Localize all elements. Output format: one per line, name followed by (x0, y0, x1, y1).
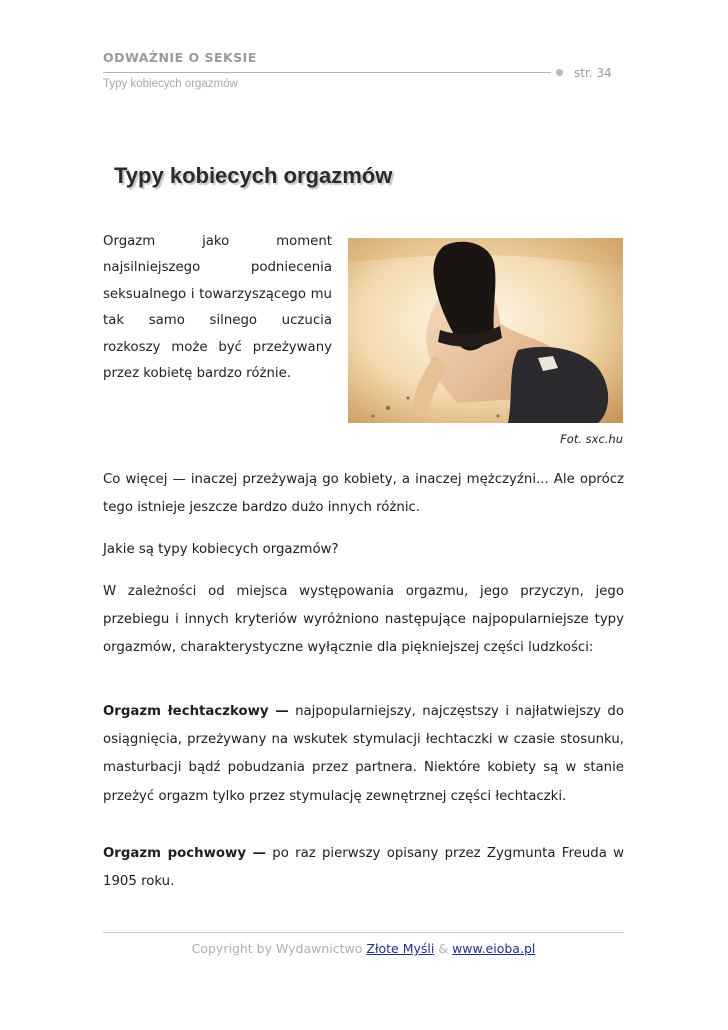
page-number: str. 34 (574, 66, 612, 80)
header-rule (103, 72, 551, 73)
bullet-icon (556, 69, 563, 76)
orgasm-type-name: Orgazm łechtaczkowy — (103, 704, 289, 719)
orgasm-type-name: Orgazm pochwowy — (103, 846, 266, 861)
orgasm-type-text: najpopularniejszy, najczęstszy i najłatwiejszy do osiągnięcia, przeżywany na wskutek stymulacji łechtaczki w czasie stosunku, masturbacji bądź pobudzania przez partnera. Niektóre kobiety są w stanie przeżyć orgazm tylko przez stymulację zewnętrznej części łechtaczki. (103, 704, 625, 804)
paragraph-differences: Co więcej — inaczej przeżywają go kobiety, a inaczej mężczyźni... Ale oprócz tego istnieje jeszcze bardzo dużo innych różnic. (103, 472, 624, 516)
ampersand: & (438, 941, 449, 956)
footer-rule (103, 932, 624, 933)
paragraph-criteria: W zależności od miejsca występowania orgazmu, jego przyczyn, jego przebiegu i innych kryteriów wyróżniono następujące najpopularniejsze typy orgazmów, charakterystyczne wyłącznie dla piękniejszej części ludzkości: (103, 584, 624, 656)
footer (103, 941, 624, 956)
paragraph-question: Jakie są typy kobiecych orgazmów? (103, 542, 339, 557)
orgasm-type-vaginal (103, 840, 624, 896)
orgasm-type-text: po raz pierwszy opisany przez Zygmunta Freuda w 1905 roku. (103, 846, 624, 890)
photo-caption: Fot. sxc.hu (560, 432, 623, 446)
article-title: Typy kobiecych orgazmów (114, 163, 393, 188)
copyright-text: Copyright by Wydawnictwo (191, 941, 363, 956)
intro-paragraph: Orgazm jako moment najsilniejszego podniecenia seksualnego i towarzyszącego mu tak samo silnego uczucia rozkoszy może być przeżywany przez kobietę bardzo różnie. (103, 234, 332, 382)
header-title: ODWAŻNIE O SEKSIE (103, 50, 257, 65)
orgasm-type-clitoral (103, 698, 624, 811)
site-link[interactable]: www.eioba.pl (452, 941, 536, 956)
header-subtitle: Typy kobiecych orgazmów (103, 78, 238, 90)
article-photo (348, 238, 623, 423)
publisher-link[interactable]: Złote Myśli (366, 941, 435, 956)
